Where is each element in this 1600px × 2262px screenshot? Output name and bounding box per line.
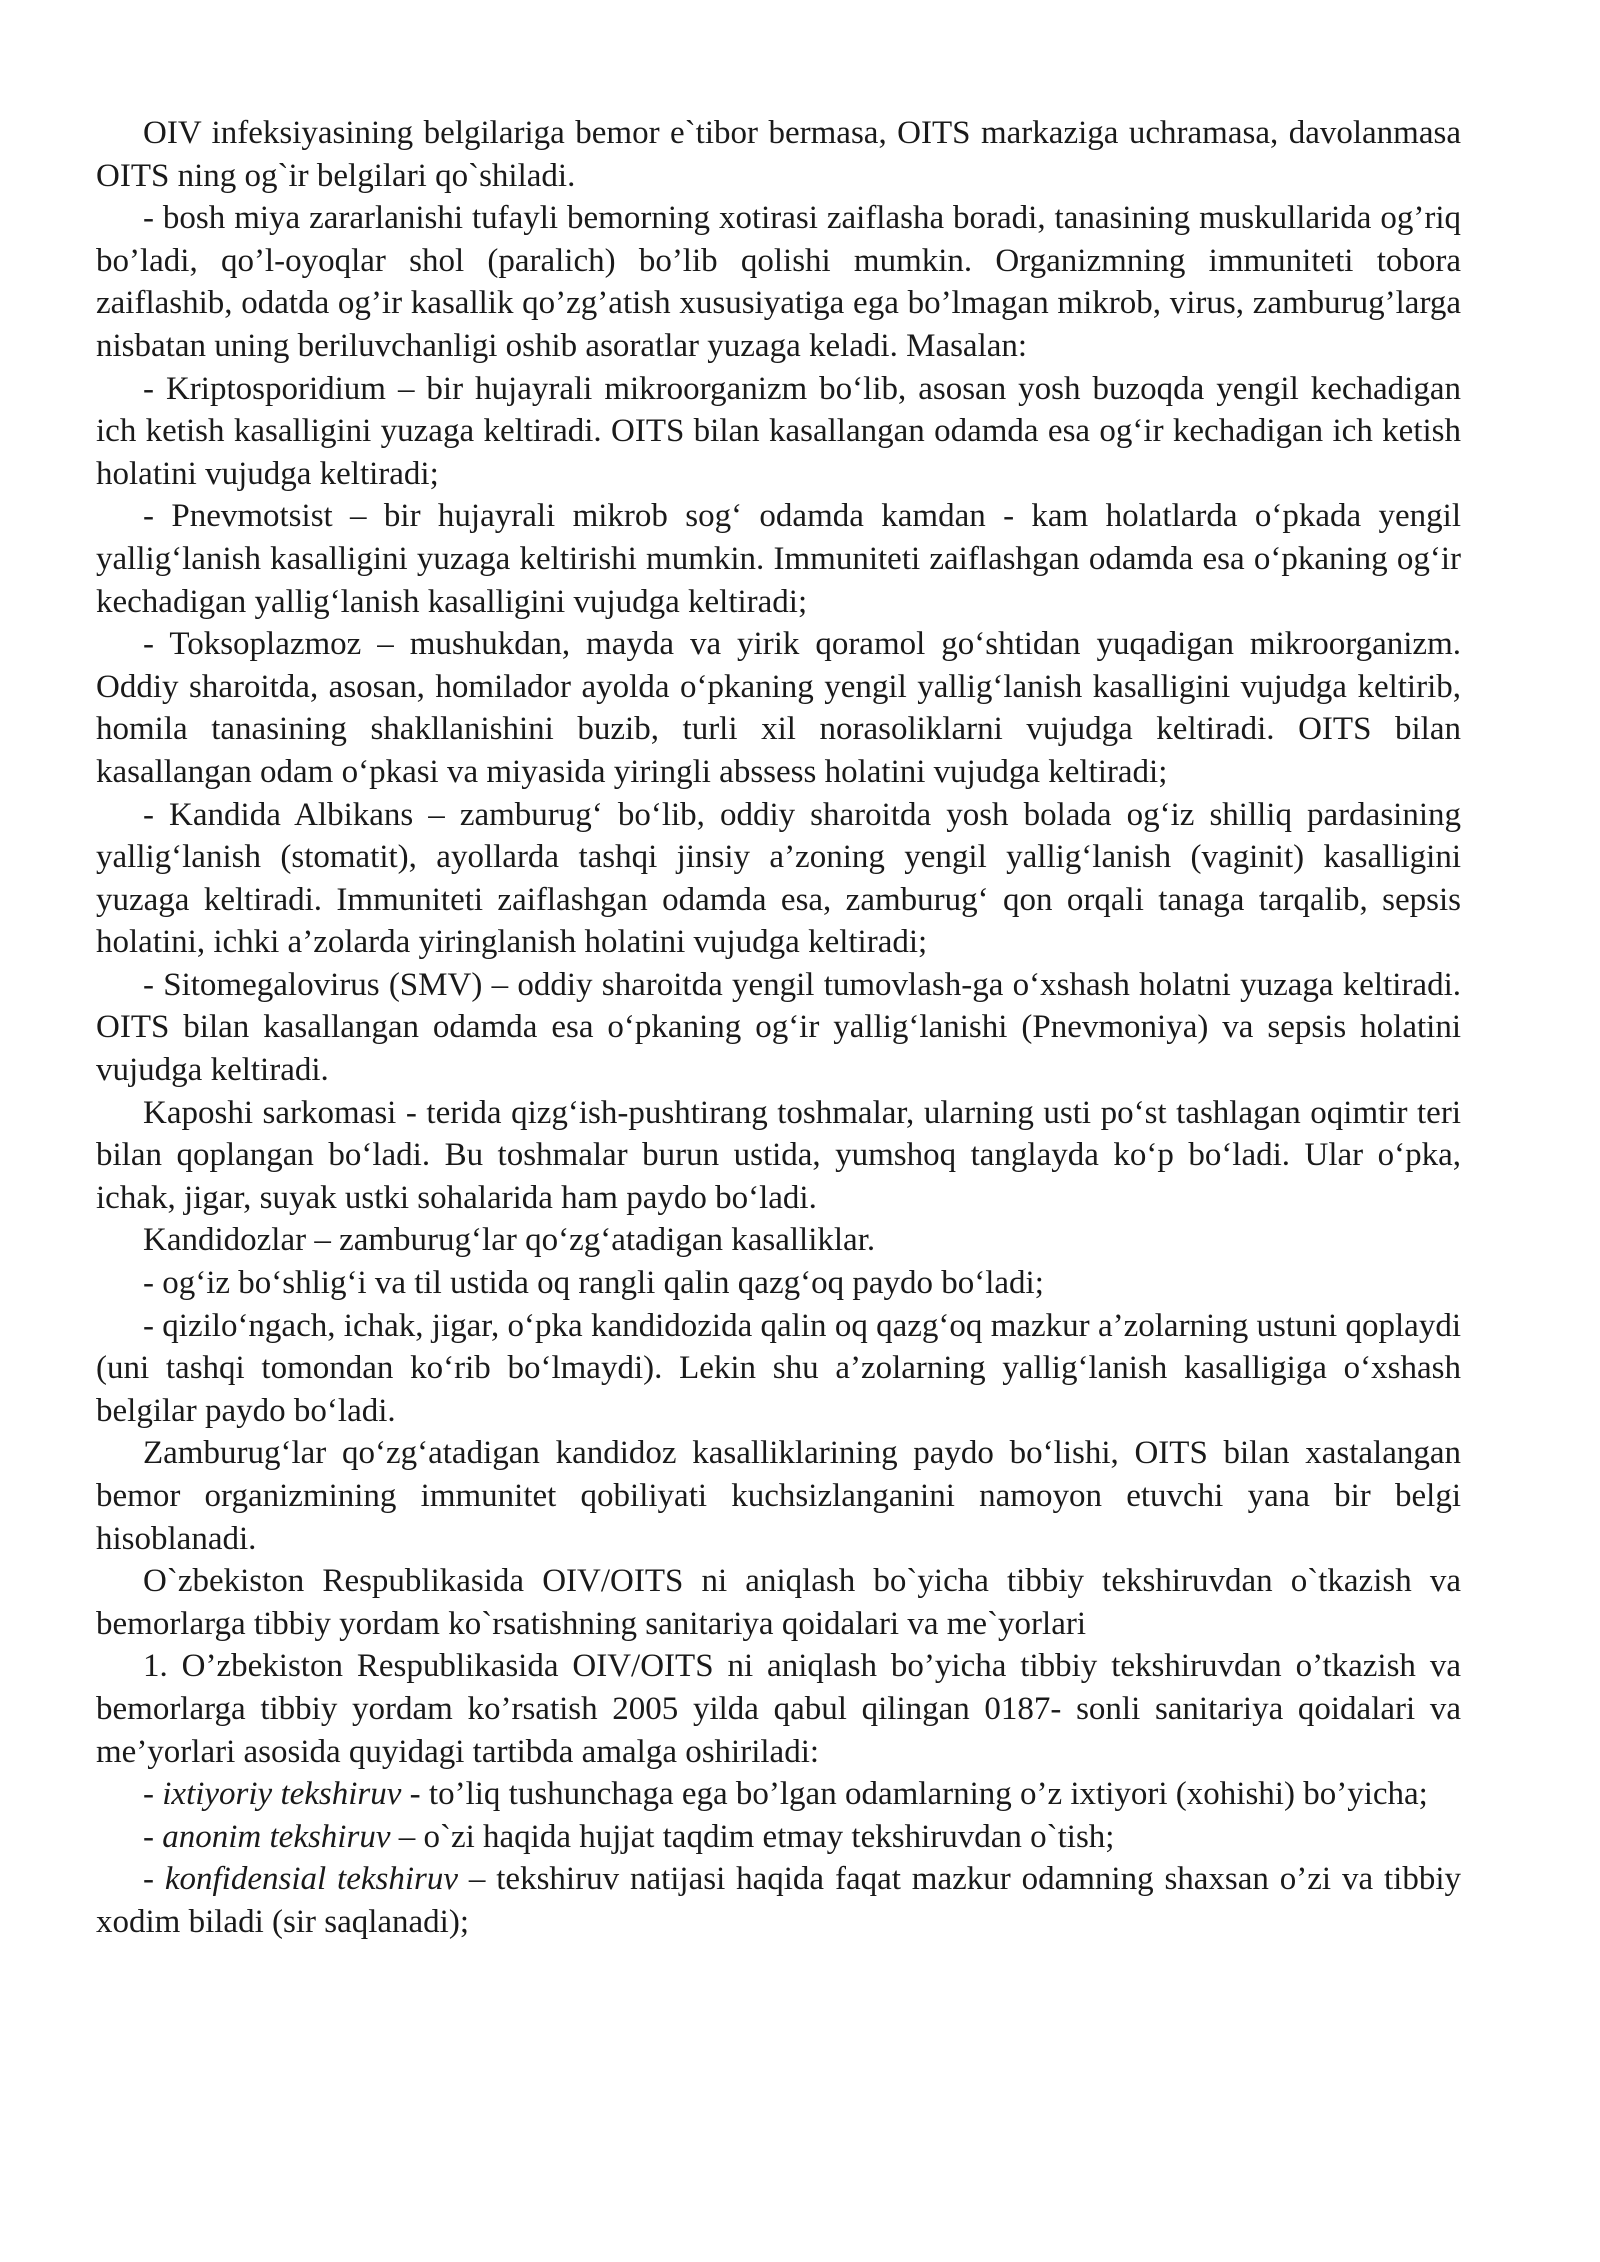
paragraph-sitomegalovirus: - Sitomegalovirus (SMV) – oddiy sharoitda yengil tumovlash-ga o‘xshash holatni yuzaga keltiradi. OITS bilan kasallangan odamda esa o‘pkaning og‘ir yallig‘lanishi (Pnevmoniya) va sepsis holatini vujudga keltiradi. — [96, 966, 1461, 1089]
paragraph-pnevmotsist: - Pnevmotsist – bir hujayrali mikrob sog‘ odamda kamdan - kam holatlarda o‘pkada yengil yallig‘lanish kasalligini yuzaga keltirishi mumkin. Immuniteti zaiflashgan odamda esa o‘pkaning og‘ir kechadigan yallig‘lanish kasalligini vujudga keltiradi; — [96, 498, 1461, 620]
list-item-voluntary-test — [96, 1773, 1461, 1816]
list-item-text: – tekshiruv natijasi haqida faqat mazkur odamning shaxsan o’zi va tibbiy xodim biladi (sir saqlanadi); — [96, 1861, 1461, 1940]
paragraph-kandida-albikans: - Kandida Albikans – zamburug‘ bo‘lib, oddiy sharoitda yosh bolada og‘iz shilliq pardasining yallig‘lanish (stomatit), ayollarda tashqi jinsiy a’zoning yengil yallig‘lanish (vaginit) kasalligini yuzaga keltiradi. Immuniteti zaiflashgan odamda esa, zamburug‘ qon orqali tanaga tarqalib, sepsis holatini, ichki a’zolarda yiringlanish holatini vujudga keltiradi; — [96, 796, 1461, 961]
term-confidential-test: konfidensial tekshiruv — [164, 1861, 459, 1898]
paragraph-immunity-sign: Zamburug‘lar qo‘zg‘atadigan kandidoz kasalliklarining paydo bo‘lishi, OITS bilan xastalangan bemor organizmining immunitet qobiliyati kuchsizlanganini namoyon etuvchi yana bir belgi hisoblanadi. — [96, 1435, 1461, 1557]
list-item-text: – o`zi haqida hujjat taqdim etmay tekshiruvdan o`tish; — [390, 1818, 1115, 1855]
paragraph-kriptosporidium: - Kriptosporidium – bir hujayrali mikroorganizm bo‘lib, asosan yosh buzoqda yengil kechadigan ich ketish kasalligini yuzaga keltiradi. OITS bilan kasallangan odamda esa og‘ir kechadigan ich ketish holatini vujudga keltiradi; — [96, 370, 1461, 492]
paragraph-oiv-intro: OIV infeksiyasining belgilariga bemor e`tibor bermasa, OITS markaziga uchramasa, davolanmasa OITS ning og`ir belgilari qo`shiladi. — [96, 115, 1461, 194]
paragraph-kaposhi-sarkomasi: Kaposhi sarkomasi - terida qizg‘ish-pushtirang toshmalar, ularning usti po‘st tashlagan oqimtir teri bilan qoplangan bo‘ladi. Bu toshmalar burun ustida, yumshoq tanglayda ko‘p bo‘ladi. Ular o‘pka, ichak, jigar, suyak ustki sohalarida ham paydo bo‘ladi. — [96, 1094, 1461, 1216]
paragraph-kandidozlar: Kandidozlar – zamburug‘lar qo‘zg‘atadigan kasalliklar. — [143, 1222, 876, 1259]
paragraph-mouth-thrush: - og‘iz bo‘shlig‘i va til ustida oq rangli qalin qazg‘oq paydo bo‘ladi; — [143, 1265, 1044, 1302]
paragraph-rule-1: 1. O’zbekiston Respublikasida OIV/OITS ni aniqlash bo’yicha tibbiy tekshiruvdan o’tkazish va bemorlarga tibbiy yordam ko’rsatish 2005 yilda qabul qilingan 0187- sonli sanitariya qoidalari va me’yorlari asosida quyidagi tartibda amalga oshiriladi: — [96, 1648, 1461, 1770]
paragraph-toksoplazmoz: - Toksoplazmoz – mushukdan, mayda va yirik qoramol go‘shtidan yuqadigan mikroorganizm. Oddiy sharoitda, asosan, homilador ayolda o‘pkaning yengil yallig‘lanish kasalligini vujudga keltirib, homila tanasining shakllanishini buzib, turli xil norasoliklarni vujudga keltiradi. OITS bilan kasallangan odam o‘pkasi va miyasida yiringli abssess holatini vujudga keltiradi; — [96, 626, 1461, 790]
term-anonymous-test: anonim tekshiruv — [162, 1818, 391, 1855]
list-item-text: - to’liq tushunchaga ega bo’lgan odamlarning o’z ixtiyori (xohishi) bo’yicha; — [401, 1776, 1428, 1813]
term-voluntary-test: ixtiyoriy tekshiruv — [162, 1776, 402, 1813]
paragraph-internal-candidiasis: - qizilo‘ngach, ichak, jigar, o‘pka kandidozida qalin oq qazg‘oq mazkur a’zolarning ustuni qoplaydi (uni tashqi tomondan ko‘rib bo‘lmaydi). Lekin shu a’zolarning yallig‘lanish kasalligiga o‘xshash belgilar paydo bo‘ladi. — [96, 1307, 1461, 1429]
list-dash: - — [143, 1776, 163, 1813]
section-heading-sanitary-rules: O`zbekiston Respublikasida OIV/OITS ni aniqlash bo`yicha tibbiy tekshiruvdan o`tkazish va bemorlarga tibbiy yordam ko`rsatishning sanitariya qoidalari va me`yorlari — [96, 1563, 1461, 1642]
list-dash: - — [143, 1818, 163, 1855]
list-dash: - — [143, 1861, 165, 1898]
list-item-anonymous-test — [96, 1816, 1461, 1859]
paragraph-brain-damage: - bosh miya zararlanishi tufayli bemorning xotirasi zaiflasha boradi, tanasining muskullarida og’riq bo’ladi, qo’l-oyoqlar shol (paralich) bo’lib qolishi mumkin. Organizmning immuniteti tobora zaiflashib, odatda og’ir kasallik qo’zg’atish xususiyatiga ega bo’lmagan mikrob, virus, zamburug’larga nisbatan uning beriluvchanligi oshib asoratlar yuzaga keladi. Masalan: — [96, 200, 1461, 364]
document-page — [96, 112, 1461, 1944]
list-item-confidential-test — [96, 1858, 1461, 1943]
